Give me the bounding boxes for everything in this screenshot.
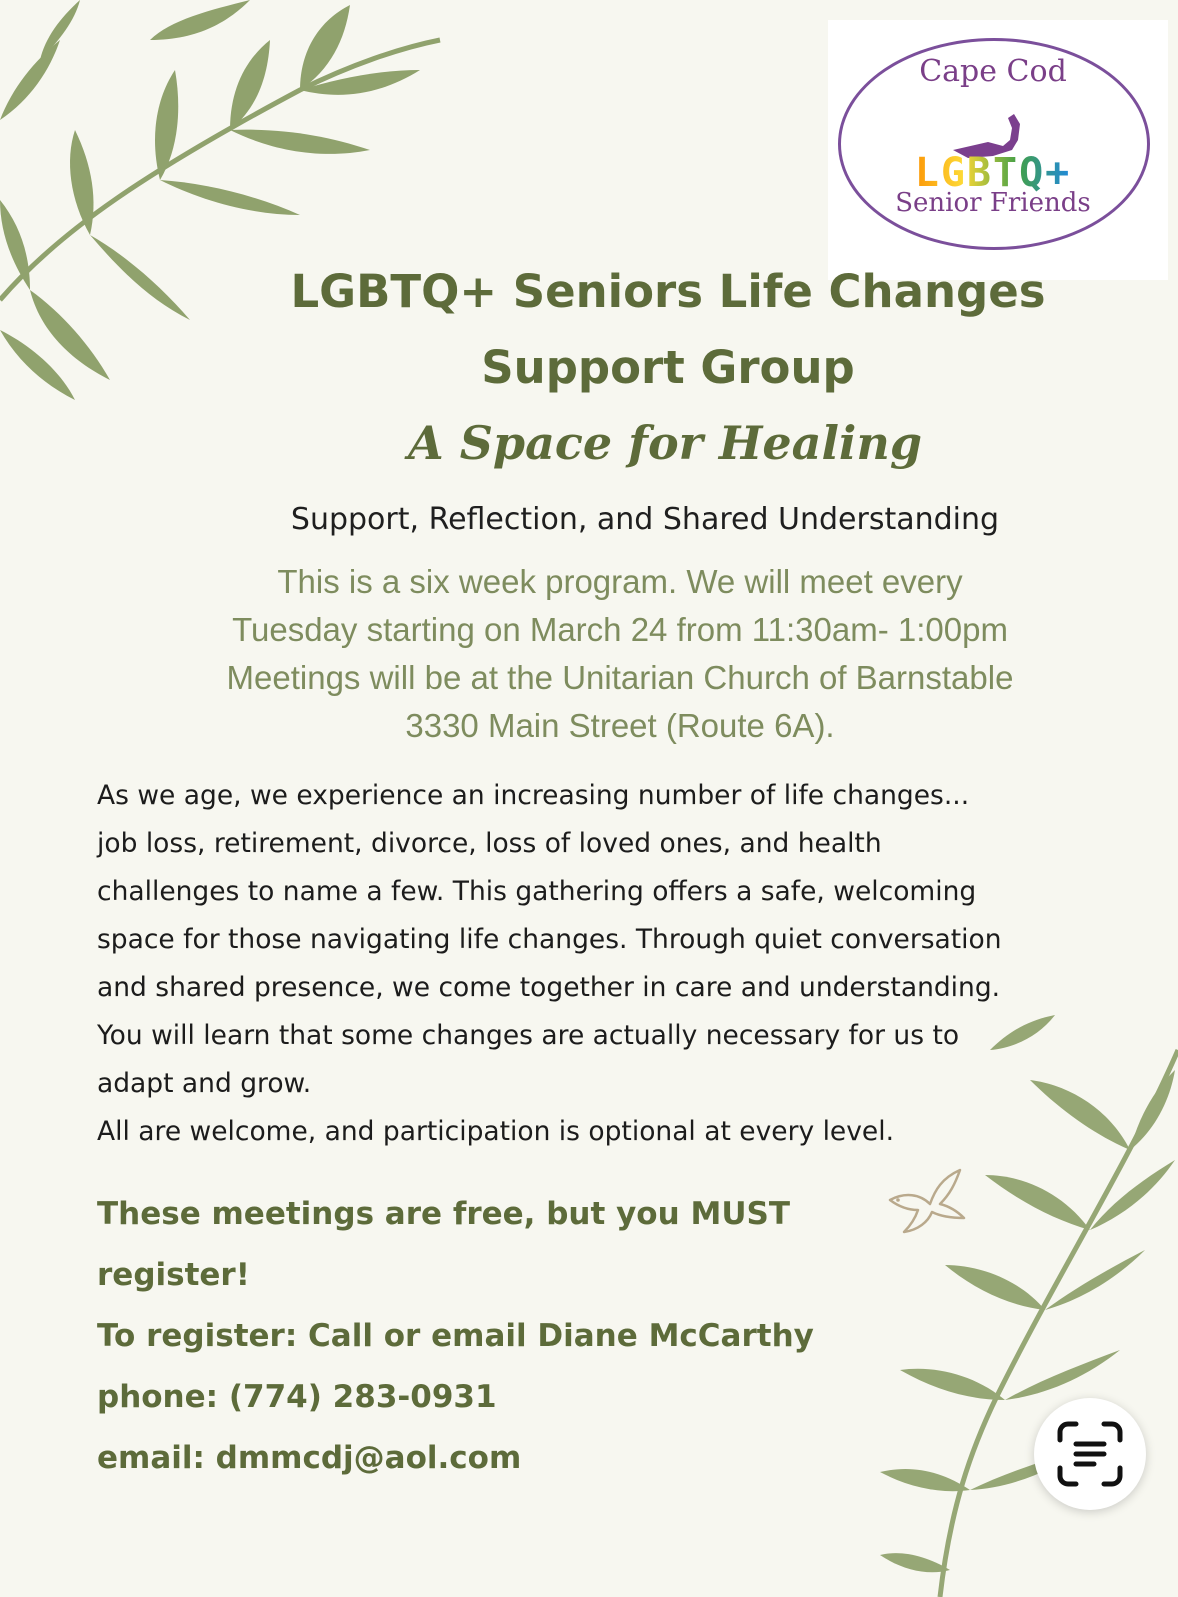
body-line: As we age, we experience an increasing number of life changes... bbox=[97, 780, 970, 811]
program-details bbox=[140, 558, 1100, 750]
body-line: All are welcome, and participation is optional at every level. bbox=[97, 1116, 895, 1147]
body-line: challenges to name a few. This gathering offers a safe, welcoming bbox=[97, 876, 977, 907]
logo-mark: LGBTQ+ bbox=[838, 150, 1148, 196]
details-line: This is a six week program. We will meet every bbox=[277, 563, 963, 600]
email-address[interactable]: email: dmmcdj@aol.com bbox=[97, 1440, 522, 1476]
logo-top-text: Cape Cod bbox=[919, 54, 1067, 89]
cape-cod-lgbtq-logo bbox=[838, 38, 1148, 248]
registration-note: register! bbox=[97, 1257, 250, 1293]
body-line: job loss, retirement, divorce, loss of loved ones, and health bbox=[97, 828, 882, 859]
page-title bbox=[180, 254, 1156, 406]
details-line: Meetings will be at the Unitarian Church of Barnstable bbox=[226, 659, 1014, 696]
register-instruction: To register: Call or email Diane McCarthy bbox=[97, 1318, 814, 1354]
body-line: space for those navigating life changes. Through quiet conversation bbox=[97, 924, 1002, 955]
title-line: Support Group bbox=[481, 341, 855, 394]
body-line: and shared presence, we come together in care and understanding. bbox=[97, 972, 1001, 1003]
phone-number[interactable]: phone: (774) 283-0931 bbox=[97, 1379, 497, 1415]
text-scan-icon bbox=[1054, 1418, 1126, 1490]
body-text bbox=[97, 772, 1137, 1156]
body-line: You will learn that some changes are actually necessary for us to bbox=[97, 1020, 960, 1051]
text-scan-button[interactable] bbox=[1034, 1398, 1146, 1510]
body-line: adapt and grow. bbox=[97, 1068, 312, 1099]
details-line: Tuesday starting on March 24 from 11:30am- 1:00pm bbox=[232, 611, 1008, 648]
registration-note: These meetings are free, but you MUST bbox=[97, 1196, 790, 1232]
contact-info bbox=[97, 1184, 897, 1489]
details-line: 3330 Main Street (Route 6A). bbox=[405, 707, 835, 744]
logo-bottom-text: Senior Friends bbox=[895, 188, 1091, 218]
subtitle: A Space for Healing bbox=[408, 416, 922, 470]
tagline: Support, Reflection, and Shared Understanding bbox=[290, 502, 1000, 537]
title-line: LGBTQ+ Seniors Life Changes bbox=[290, 265, 1046, 318]
